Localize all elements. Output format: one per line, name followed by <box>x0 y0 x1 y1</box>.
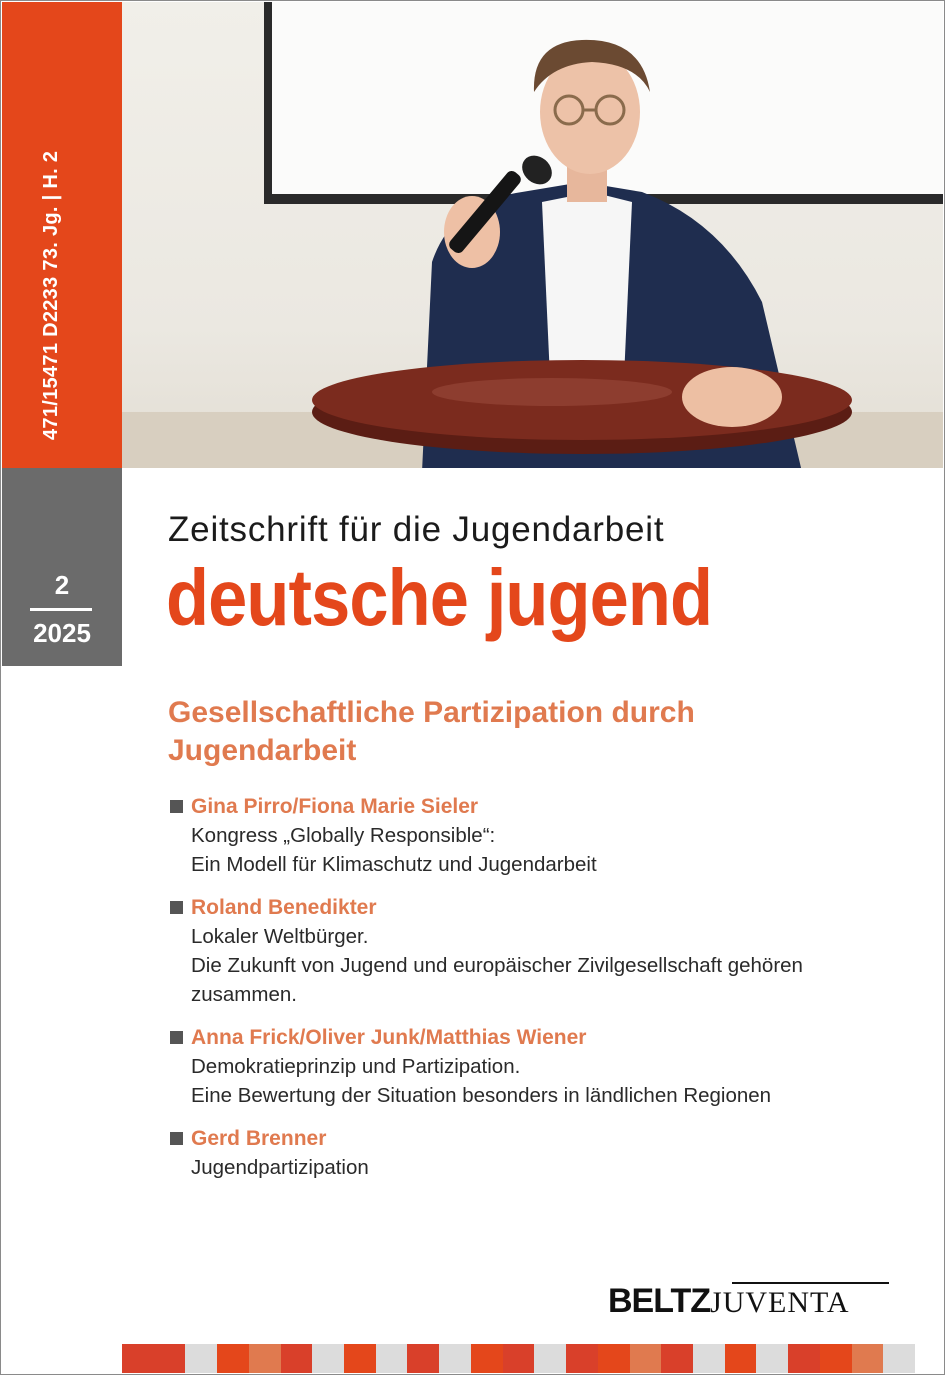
publisher-logo <box>608 1282 850 1321</box>
color-bar-segment <box>725 1344 757 1373</box>
issue-theme-line-2: Jugendarbeit <box>168 734 357 767</box>
color-bar-segment <box>883 1344 915 1373</box>
color-bar-segment <box>630 1344 662 1373</box>
color-bar-segment <box>598 1344 630 1373</box>
square-bullet-icon <box>170 800 183 813</box>
publisher-name-beltz: BELTZ <box>608 1282 711 1320</box>
article-title-line: Kongress „Globally Responsible“: <box>191 824 496 847</box>
color-bar-segment <box>852 1344 884 1373</box>
article-author: Gina Pirro/Fiona Marie Sieler <box>191 795 479 818</box>
issue-theme <box>168 694 868 770</box>
article-item <box>168 1124 888 1182</box>
article-title-line: Eine Bewertung der Situation besonders in ländlichen Regionen <box>191 1084 772 1107</box>
article-title-line: Ein Modell für Klimaschutz und Jugendarbeit <box>191 853 597 876</box>
color-bar-segment <box>788 1344 820 1373</box>
journal-title: deutsche jugend <box>166 553 713 642</box>
square-bullet-icon <box>170 1031 183 1044</box>
color-bar-segment <box>534 1344 566 1373</box>
color-bar-segment <box>154 1344 186 1373</box>
color-bar-segment <box>661 1344 693 1373</box>
issue-year: 2025 <box>33 618 91 648</box>
article-title-line: Die Zukunft von Jugend und europäischer Zivilgesellschaft gehören <box>191 954 803 977</box>
bottom-color-bar <box>122 1344 915 1373</box>
article-author: Anna Frick/Oliver Junk/Matthias Wiener <box>191 1026 587 1049</box>
color-bar-segment <box>407 1344 439 1373</box>
color-bar-segment <box>122 1344 154 1373</box>
speaker-at-podium-illustration <box>122 2 943 468</box>
color-bar-segment <box>185 1344 217 1373</box>
color-bar-segment <box>376 1344 408 1373</box>
color-bar-segment <box>344 1344 376 1373</box>
color-bar-segment <box>503 1344 535 1373</box>
article-title-line: Demokratieprinzip und Partizipation. <box>191 1055 521 1078</box>
square-bullet-icon <box>170 901 183 914</box>
article-list <box>168 792 888 1196</box>
article-title-line: Lokaler Weltbürger. <box>191 925 369 948</box>
square-bullet-icon <box>170 1132 183 1145</box>
color-bar-segment <box>693 1344 725 1373</box>
article-item <box>168 792 888 879</box>
issue-number: 2 <box>54 570 70 600</box>
color-bar-segment <box>312 1344 344 1373</box>
color-bar-segment <box>249 1344 281 1373</box>
article-item <box>168 1023 888 1110</box>
publisher-name-juventa: JUVENTA <box>710 1286 850 1319</box>
article-item <box>168 893 888 1009</box>
article-title-line: zusammen. <box>191 983 297 1006</box>
article-title-line: Jugendpartizipation <box>191 1156 369 1179</box>
journal-subtitle: Zeitschrift für die Jugendarbeit <box>168 510 665 549</box>
issue-theme-line-1: Gesellschaftliche Partizipation durch <box>168 696 695 729</box>
color-bar-segment <box>439 1344 471 1373</box>
color-bar-segment <box>756 1344 788 1373</box>
color-bar-segment <box>471 1344 503 1373</box>
issue-divider <box>30 608 92 611</box>
article-author: Roland Benedikter <box>191 896 377 919</box>
spine-vertical-text: 471/15471 D2233 73. Jg. | H. 2 <box>40 150 62 440</box>
cover-photo <box>122 2 943 468</box>
color-bar-segment <box>281 1344 313 1373</box>
color-bar-segment <box>566 1344 598 1373</box>
color-bar-segment <box>217 1344 249 1373</box>
color-bar-segment <box>820 1344 852 1373</box>
article-author: Gerd Brenner <box>191 1127 327 1150</box>
